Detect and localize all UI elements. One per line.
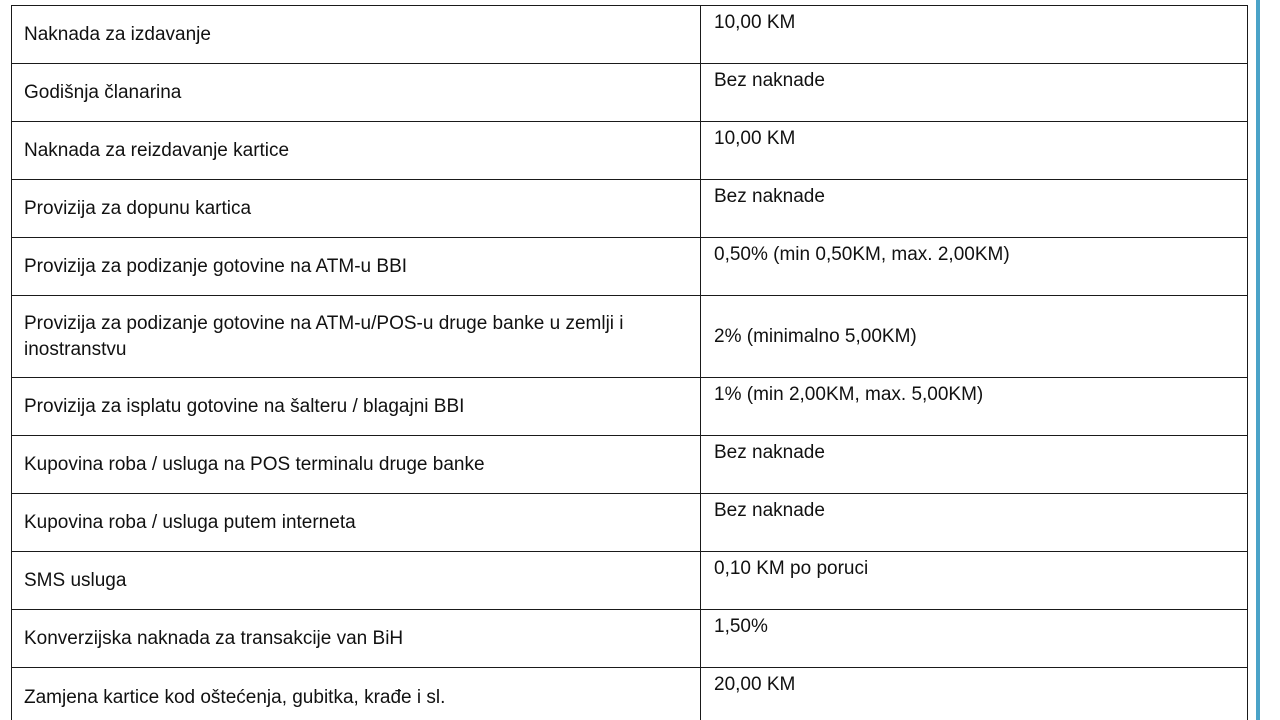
table-row xyxy=(12,378,1248,436)
page-edge-rule xyxy=(1256,0,1260,720)
table-row xyxy=(12,296,1248,378)
table-row xyxy=(12,668,1248,720)
fee-label: Provizija za podizanje gotovine na ATM-u BBI xyxy=(12,238,701,296)
fee-value: Bez naknade xyxy=(701,64,1248,122)
table-row xyxy=(12,64,1248,122)
fee-value: 10,00 KM xyxy=(701,6,1248,64)
table-row xyxy=(12,6,1248,64)
table-row xyxy=(12,238,1248,296)
fee-value: 20,00 KM xyxy=(701,668,1248,720)
table-row xyxy=(12,180,1248,238)
table-row xyxy=(12,610,1248,668)
fee-label: Provizija za dopunu kartica xyxy=(12,180,701,238)
fee-label: Kupovina roba / usluga putem interneta xyxy=(12,494,701,552)
fee-value: 2% (minimalno 5,00KM) xyxy=(701,296,1248,378)
fee-value: 0,50% (min 0,50KM, max. 2,00KM) xyxy=(701,238,1248,296)
fee-label: Zamjena kartice kod oštećenja, gubitka, krađe i sl. xyxy=(12,668,701,720)
fee-label: Kupovina roba / usluga na POS terminalu druge banke xyxy=(12,436,701,494)
fee-value: Bez naknade xyxy=(701,180,1248,238)
fee-value: 0,10 KM po poruci xyxy=(701,552,1248,610)
fee-value: Bez naknade xyxy=(701,494,1248,552)
table-row xyxy=(12,122,1248,180)
fee-label: Provizija za podizanje gotovine na ATM-u/POS-u druge banke u zemlji i inostranstvu xyxy=(12,296,701,378)
fee-label: Provizija za isplatu gotovine na šalteru / blagajni BBI xyxy=(12,378,701,436)
fee-label: Godišnja članarina xyxy=(12,64,701,122)
table-row xyxy=(12,494,1248,552)
fee-value: 1,50% xyxy=(701,610,1248,668)
fee-value: 1% (min 2,00KM, max. 5,00KM) xyxy=(701,378,1248,436)
fees-table xyxy=(11,5,1248,720)
fee-value: Bez naknade xyxy=(701,436,1248,494)
fee-label: Naknada za izdavanje xyxy=(12,6,701,64)
table-row xyxy=(12,436,1248,494)
table-row xyxy=(12,552,1248,610)
fee-label: Naknada za reizdavanje kartice xyxy=(12,122,701,180)
fee-label: SMS usluga xyxy=(12,552,701,610)
fee-value: 10,00 KM xyxy=(701,122,1248,180)
fee-label: Konverzijska naknada za transakcije van BiH xyxy=(12,610,701,668)
